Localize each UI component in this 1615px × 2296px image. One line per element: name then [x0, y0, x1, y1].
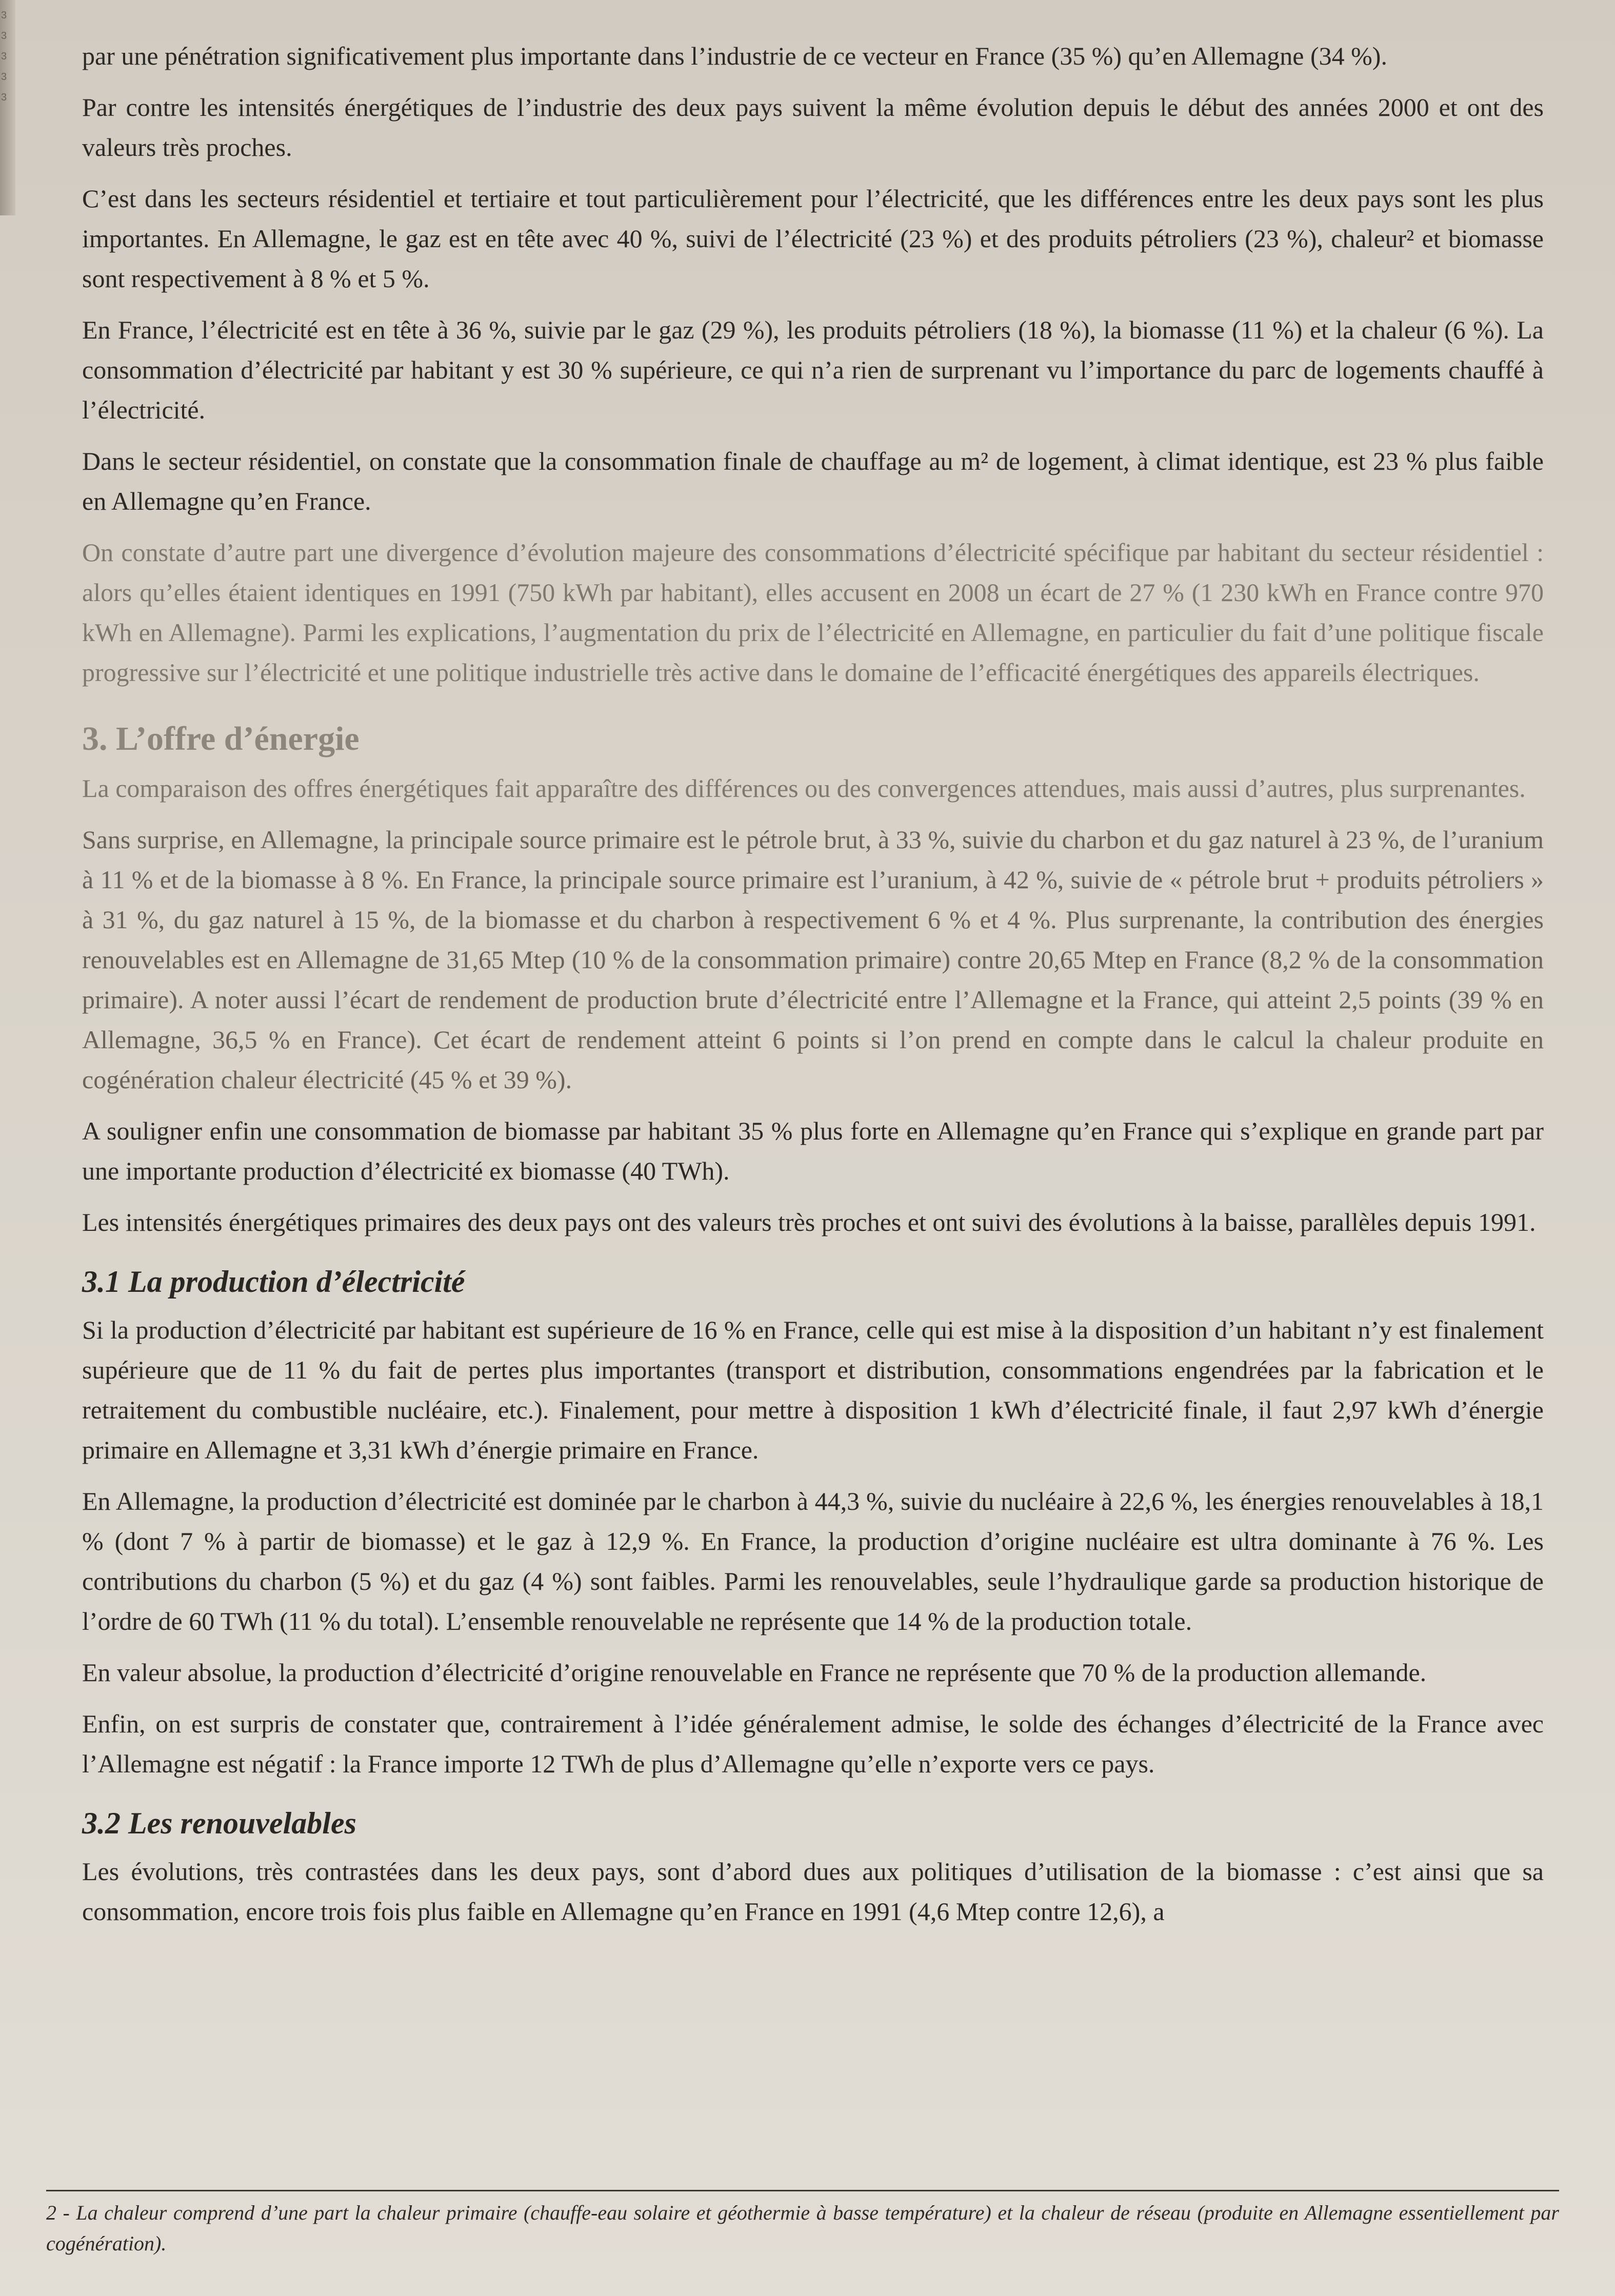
section-title-electricity-production: 3.1 La production d’électricité: [82, 1265, 465, 1299]
section-title-renewables: 3.2 Les renouvelables: [82, 1806, 356, 1840]
paragraph-production-mix: En Allemagne, la production d’électricité est dominée par le charbon à 44,3 %, suivie du nucléaire à 22,6 %, les énergies renouvelables à 18,1 % (dont 7 % à partir de biomasse) et le gaz à 12,9 %. En France, la production d’origine nucléaire est ultra dominante à 76 %. Les contributions du charbon (5 %) et du gaz (4 %) sont faibles. Parmi les renouvelables, seule l’hydraulique garde sa production historique de l’ordre de 60 TWh (11 % du total). L’ensemble renouvelable ne représente que 14 % de la production totale.: [82, 1487, 1544, 1635]
paragraph-industry-intensity: Par contre les intensités énergétiques de l’industrie des deux pays suivent la même évolution depuis le début des années 2000 et ont des valeurs très proches.: [82, 93, 1544, 162]
footnote-divider: [46, 2190, 1559, 2191]
paragraph-residential-germany: C’est dans les secteurs résidentiel et tertiaire et tout particulièrement pour l’électricité, que les différences entre les deux pays sont les plus importantes. En Allemagne, le gaz est en tête avec 40 %, suivi de l’électricité (23 %) et des produits pétroliers (23 %), chaleur² et biomasse sont respectivement à 8 % et 5 %.: [82, 184, 1544, 293]
paragraph-exchange-balance: Enfin, on est surpris de constater que, contrairement à l’idée généralement admise, le solde des échanges d’électricité de la France avec l’Allemagne est négatif : la France importe 12 TWh de plus d’Allemagne qu’elle n’exporte vers ce pays.: [82, 1709, 1544, 1778]
footnote: 2 - La chaleur comprend d’une part la chaleur primaire (chauffe-eau solaire et géothermie à basse température) et la chaleur de réseau (produite en Allemagne essentiellement par cogénération).: [46, 2201, 1559, 2255]
paragraph-heating-consumption: Dans le secteur résidentiel, on constate que la consommation finale de chauffage au m² de logement, à climat identique, est 23 % plus faible en Allemagne qu’en France.: [82, 447, 1544, 515]
paragraph-renewable-absolute: En valeur absolue, la production d’électricité d’origine renouvelable en France ne représente que 70 % de la production allemande.: [82, 1658, 1427, 1687]
paragraph-primary-intensity: Les intensités énergétiques primaires des deux pays ont des valeurs très proches et ont suivi des évolutions à la baisse, parallèles depuis 1991.: [82, 1208, 1536, 1236]
paragraph-specific-electricity: On constate d’autre part une divergence d’évolution majeure des consommations d’électricité spécifique par habitant du secteur résidentiel : alors qu’elles étaient identiques en 1991 (750 kWh par habitant), elles accusent en 2008 un écart de 27 % (1 230 kWh en France contre 970 kWh en Allemagne). Parmi les explications, l’augmentation du prix de l’électricité en Allemagne, en particulier du fait d’une politique fiscale progressive sur l’électricité et une politique industrielle très active dans le domaine de l’efficacité énergétiques des appareils électriques.: [82, 538, 1544, 687]
paragraph-production-per-capita: Si la production d’électricité par habitant est supérieure de 16 % en France, celle qui est mise à la disposition d’un habitant n’y est finalement supérieure que de 11 % du fait de pertes plus importantes (transport et distribution, consommations engendrées par la fabrication et le retraitement du combustible nucléaire, etc.). Finalement, pour mettre à disposition 1 kWh d’électricité finale, il faut 2,97 kWh d’énergie primaire en Allemagne et 3,31 kWh d’énergie primaire en France.: [82, 1315, 1544, 1464]
spine-marks: 3 3 3 3 3: [1, 10, 7, 103]
section-title-energy-supply: 3. L’offre d’énergie: [82, 720, 360, 757]
paragraph-industry-electricity: par une pénétration significativement plus importante dans l’industrie de ce vecteur en France (35 %) qu’en Allemagne (34 %).: [82, 42, 1387, 70]
paragraph-biomass: A souligner enfin une consommation de biomasse par habitant 35 % plus forte en Allemagne qu’en France qui s’explique en grande part par une importante production d’électricité ex biomasse (40 TWh).: [82, 1116, 1544, 1185]
paragraph-renewables-evolution: Les évolutions, très contrastées dans les deux pays, sont d’abord dues aux politiques d’utilisation de la biomasse : c’est ainsi que sa consommation, encore trois fois plus faible en Allemagne qu’en France en 1991 (4,6 Mtep contre 12,6), a: [82, 1857, 1544, 1926]
paragraph-primary-sources: Sans surprise, en Allemagne, la principale source primaire est le pétrole brut, à 33 %, suivie du charbon et du gaz naturel à 23 %, de l’uranium à 11 % et de la biomasse à 8 %. En France, la principale source primaire est l’uranium, à 42 %, suivie de « pétrole brut + produits pétroliers » à 31 %, du gaz naturel à 15 %, de la biomasse et du charbon à respectivement 6 % et 4 %. Plus surprenante, la contribution des énergies renouvelables est en Allemagne de 31,65 Mtep (10 % de la consommation primaire) contre 20,65 Mtep en France (8,2 % de la consommation primaire). A noter aussi l’écart de rendement de production brute d’électricité entre l’Allemagne et la France, qui atteint 2,5 points (39 % en Allemagne, 36,5 % en France). Cet écart de rendement atteint 6 points si l’on prend en compte dans le calcul la chaleur produite en cogénération chaleur électricité (45 % et 39 %).: [82, 825, 1544, 1094]
page-body: [82, 36, 1544, 1943]
paragraph-residential-france: En France, l’électricité est en tête à 36 %, suivie par le gaz (29 %), les produits pétroliers (18 %), la biomasse (11 %) et la chaleur (6 %). La consommation d’électricité par habitant y est 30 % supérieure, ce qui n’a rien de surprenant vu l’importance du parc de logements chauffé à l’électricité.: [82, 315, 1544, 424]
book-spine: [0, 0, 15, 215]
paragraph-supply-intro: La comparaison des offres énergétiques fait apparaître des différences ou des convergences attendues, mais aussi d’autres, plus surprenantes.: [82, 774, 1526, 803]
